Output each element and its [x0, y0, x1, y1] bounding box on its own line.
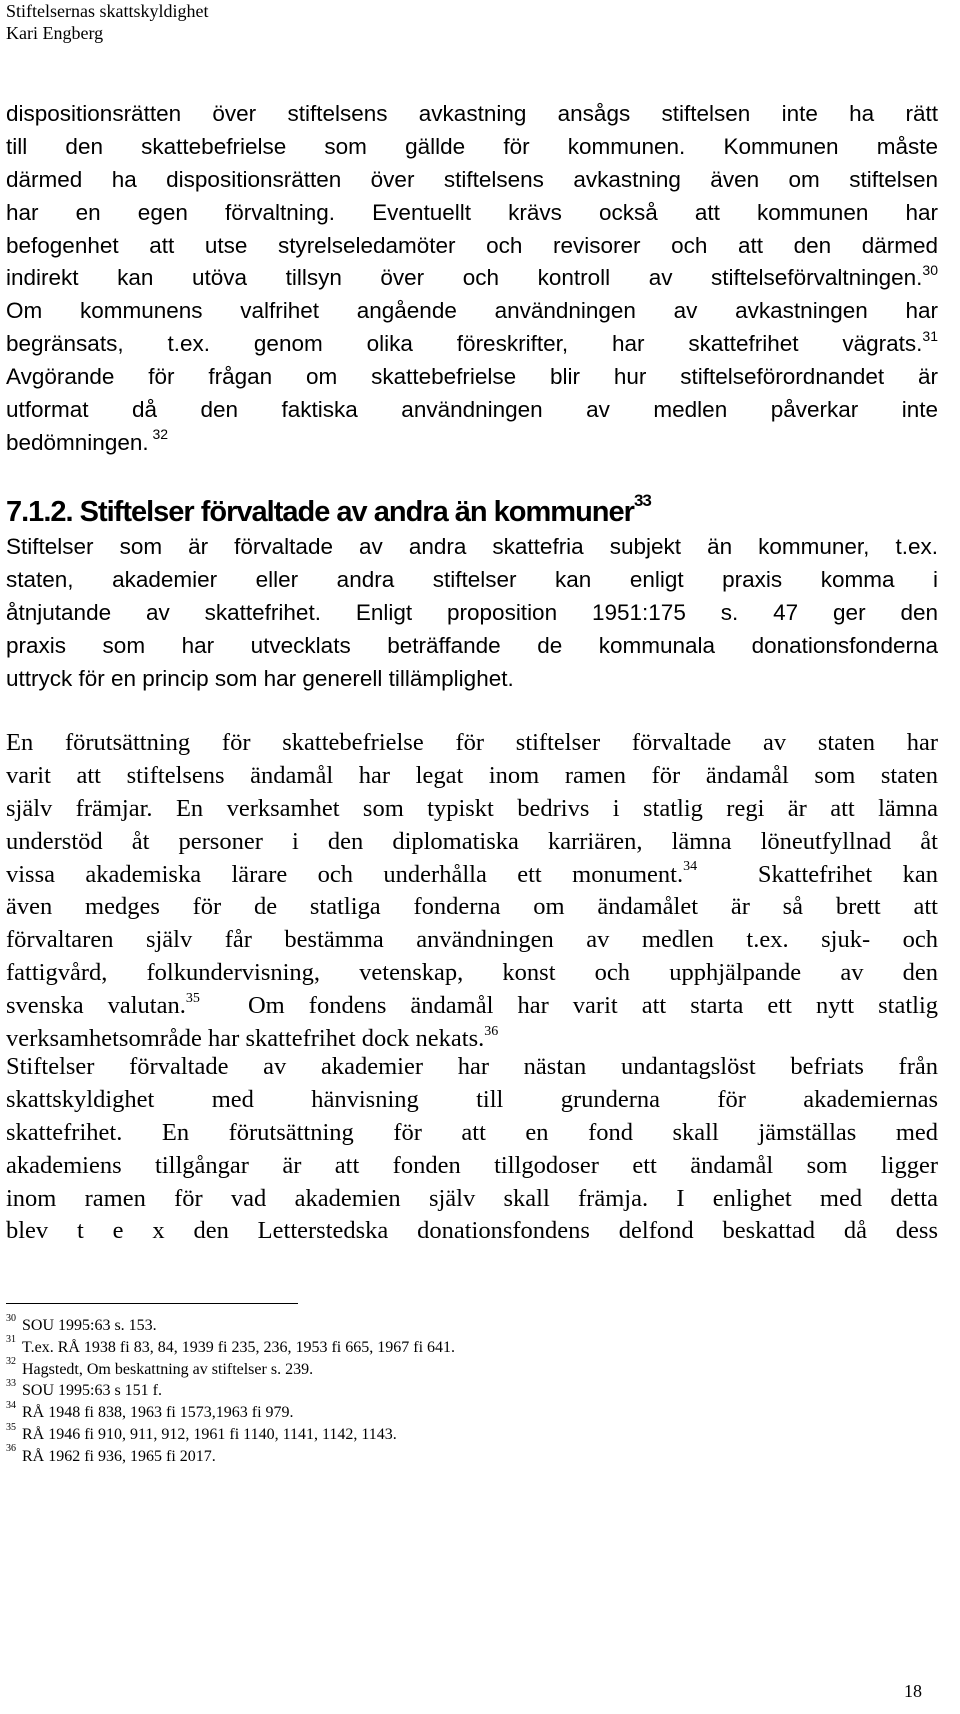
footnote — [6, 1443, 455, 1468]
text-line — [6, 564, 938, 597]
line-text: blev t e x den Letterstedska donationsfondens delfond beskattad då dess — [6, 1217, 938, 1245]
line-text-continued: Om fondens ändamål har varit att starta ett nytt statlig — [199, 992, 939, 1020]
footnote-text: SOU 1995:63 s. 153. — [22, 1317, 157, 1334]
footnote — [6, 1421, 455, 1446]
line-text: Avgörande för frågan om skattebefrielse blir hur stiftelseförordnandet är — [6, 364, 938, 390]
line-text: En förutsättning för skattebefrielse för stiftelser förvaltade av staten har — [6, 729, 938, 756]
text-line — [6, 957, 938, 990]
line-text: vissa akademiska lärare och underhålla ett monument. — [6, 860, 684, 888]
footnote-number: 32 — [6, 1356, 16, 1368]
line-text: uttryck för en princip som har generell tillämplighet. — [6, 665, 514, 691]
footnote-number: 35 — [6, 1421, 16, 1433]
text-line — [6, 1215, 938, 1248]
footnote-number: 33 — [6, 1378, 16, 1390]
footnote-separator — [6, 1303, 298, 1304]
line-text: akademiens tillgångar är att fonden tillgodoser ett ändamål som ligger — [6, 1151, 938, 1179]
line-text: befogenhet att utse styrelseledamöter och revisorer och att den därmed — [6, 232, 938, 258]
line-text: bedömningen. — [6, 429, 149, 455]
text-line — [6, 1084, 938, 1117]
line-text: inom ramen för vad akademien själv skall främja. I enlighet med detta — [6, 1184, 938, 1212]
line-text: skattefrihet. En förutsättning för att en fond skall jämställas med — [6, 1118, 938, 1146]
line-text: begränsats, t.ex. genom olika föreskrifter, har skattefrihet vägrats. — [6, 331, 923, 357]
text-line — [6, 760, 938, 793]
line-text: Stiftelser som är förvaltade av andra skattefria subjekt än kommuner, t.ex. — [6, 534, 938, 559]
text-line — [6, 990, 938, 1023]
text-line — [6, 531, 938, 564]
footnote-reference: 30 — [922, 261, 938, 278]
line-text: skattskyldighet med hänvisning till grunderna för akademiernas — [6, 1085, 938, 1113]
footnote-text: SOU 1995:63 s 151 f. — [22, 1382, 163, 1400]
line-text: utformat då den faktiska användningen av medlen påverkar inte — [6, 397, 938, 423]
footnote-number: 31 — [6, 1334, 16, 1346]
text-line — [6, 262, 938, 295]
paragraph-2 — [6, 531, 938, 695]
footnote-text: T.ex. RÅ 1938 fi 83, 84, 1939 fi 235, 236, 1953 fi 665, 1967 fi 641. — [22, 1338, 456, 1356]
line-text: svenska valutan. — [6, 992, 186, 1020]
footnote-reference: 32 — [148, 426, 169, 443]
text-line — [6, 230, 938, 263]
line-text: även medges för de statliga fonderna om ändamålet är så brett att — [6, 893, 938, 921]
footnote-text: RÅ 1948 fi 838, 1963 fi 1573,1963 fi 979. — [22, 1404, 294, 1422]
line-text: till den skattebefrielse som gällde för kommunen. Kommunen måste — [6, 133, 938, 159]
paragraph-3 — [6, 727, 938, 1056]
text-line — [6, 826, 938, 859]
paragraph-1 — [6, 98, 938, 460]
section-heading-footnote-ref: 33 — [633, 491, 651, 511]
line-text: förvaltaren själv får bestämma användningen av medlen t.ex. sjuk- och — [6, 926, 938, 954]
section-heading — [6, 492, 651, 532]
line-text: därmed ha dispositionsrätten över stiftelsens avkastning även om stiftelsen — [6, 166, 938, 192]
header-title: Stiftelsernas skattskyldighet — [6, 1, 209, 21]
text-line — [6, 630, 938, 663]
line-text: varit att stiftelsens ändamål har legat inom ramen för ändamål som staten — [6, 761, 938, 789]
footnote — [6, 1399, 455, 1424]
line-text: åtnjutande av skattefrihet. Enligt proposition 1951:175 s. 47 ger den — [6, 599, 938, 625]
line-text: dispositionsrätten över stiftelsens avkastning ansågs stiftelsen inte ha rätt — [6, 101, 938, 126]
text-line — [6, 131, 938, 164]
line-text: själv främjar. En verksamhet som typiskt bedrivs i statlig regi är att lämna — [6, 794, 938, 822]
line-text-continued: Skattefrihet kan — [697, 860, 938, 888]
text-line — [6, 891, 938, 924]
text-line — [6, 197, 938, 230]
text-line — [6, 295, 938, 328]
text-line — [6, 663, 938, 696]
footnote-number: 30 — [6, 1312, 16, 1324]
running-header — [6, 0, 208, 44]
line-text: Stiftelser förvaltade av akademier har nästan undantagslöst befriats från — [6, 1053, 938, 1080]
paragraph-4 — [6, 1051, 938, 1248]
footnote-number: 36 — [6, 1443, 16, 1455]
text-line — [6, 164, 938, 197]
footnote-text: RÅ 1962 fi 936, 1965 fi 2017. — [22, 1447, 216, 1465]
text-line — [6, 427, 938, 460]
line-text: fattigvård, folkundervisning, vetenskap, konst och upphjälpande av den — [6, 959, 938, 987]
text-line — [6, 793, 938, 826]
text-line — [6, 98, 938, 131]
footnotes — [6, 1312, 456, 1468]
footnote-reference: 31 — [922, 327, 938, 344]
text-line — [6, 394, 938, 427]
text-line — [6, 1150, 938, 1183]
header-author: Kari Engberg — [6, 23, 104, 43]
line-text: verksamhetsområde har skattefrihet dock nekats. — [6, 1025, 485, 1053]
line-text: har en egen förvaltning. Eventuellt krävs också att kommunen har — [6, 199, 938, 225]
text-line — [6, 859, 938, 892]
text-line — [6, 361, 938, 394]
text-line — [6, 1051, 938, 1084]
footnote — [6, 1334, 456, 1359]
footnote — [6, 1356, 455, 1381]
line-text: indirekt kan utöva tillsyn över och kontroll av stiftelseförvaltningen. — [6, 265, 923, 291]
footnote-reference: 36 — [484, 1023, 499, 1039]
text-line — [6, 328, 938, 361]
text-line — [6, 1117, 938, 1150]
footnote-text: Hagstedt, Om beskattning av stiftelser s. 239. — [22, 1360, 314, 1378]
section-heading-text: 7.1.2. Stiftelser förvaltade av andra än kommuner — [6, 496, 634, 528]
text-line — [6, 924, 938, 957]
line-text: praxis som har utvecklats beträffande de kommunala donationsfonderna — [6, 632, 938, 658]
footnote-text: RÅ 1946 fi 910, 911, 912, 1961 fi 1140, 1141, 1142, 1143. — [22, 1425, 397, 1443]
footnote-reference: 35 — [185, 990, 200, 1006]
text-line — [6, 597, 938, 630]
footnote — [6, 1312, 455, 1337]
line-text: Om kommunens valfrihet angående användningen av avkastningen har — [6, 298, 938, 324]
footnote-reference: 34 — [683, 859, 698, 875]
footnote — [6, 1380, 455, 1402]
page-number: 18 — [904, 1681, 922, 1701]
text-line — [6, 727, 938, 760]
line-text: staten, akademier eller andra stiftelser kan enligt praxis komma i — [6, 566, 938, 592]
text-line — [6, 1183, 938, 1216]
footnote-number: 34 — [6, 1399, 16, 1411]
line-text: understöd åt personer i den diplomatiska karriären, lämna löneutfyllnad åt — [6, 827, 938, 855]
